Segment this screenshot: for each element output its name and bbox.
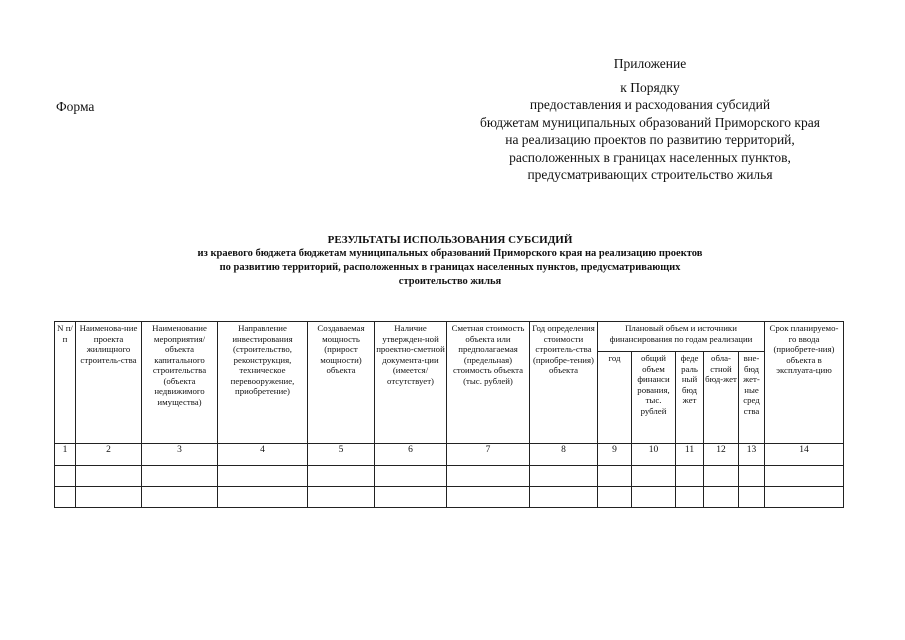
column-number: 3 xyxy=(142,444,218,466)
column-number: 9 xyxy=(598,444,632,466)
table-row xyxy=(55,487,844,508)
appendix-line: бюджетам муниципальных образований Приморского края xyxy=(480,114,820,130)
header-measure-name: Наименование мероприятия/ объекта капитального строительства (объекта недвижимого имущества) xyxy=(142,322,218,444)
column-number: 8 xyxy=(530,444,598,466)
header-total-financing: общий объем финанси рования, тыс. рублей xyxy=(632,352,676,444)
header-investment-direction: Направление инвестирования (строительство, реконструкция, техническое перевооружение, приобретение) xyxy=(218,322,308,444)
appendix-line: предусматривающих строительство жилья xyxy=(527,167,773,182)
header-commissioning-date: Срок планируемо-го ввода (приобрете-ния) объекта в эксплуата-цию xyxy=(765,322,844,444)
table-row xyxy=(55,466,844,487)
column-number: 14 xyxy=(765,444,844,466)
header-estimated-cost: Сметная стоимость объекта или предполагаемая (предельная) стоимость объекта (тыс. рублей) xyxy=(447,322,530,444)
appendix-title: Приложение xyxy=(613,56,687,71)
appendix-line: расположенных в границах населенных пунктов, xyxy=(509,149,791,165)
header-documentation: Наличие утвержден-ной проектно-сметной документа-ции (имеется/ отсутствует) xyxy=(375,322,447,444)
column-number: 2 xyxy=(76,444,142,466)
column-number: 12 xyxy=(704,444,739,466)
header-capacity: Создаваемая мощность (прирост мощности) объекта xyxy=(308,322,375,444)
heading-title: РЕЗУЛЬТАТЫ ИСПОЛЬЗОВАНИЯ СУБСИДИЙ xyxy=(327,234,573,246)
column-number: 10 xyxy=(632,444,676,466)
header-extrabudgetary: вне-бюд жет-ные сред ства xyxy=(739,352,765,444)
heading-line: по развитию территорий, расположенных в границах населенных пунктов, предусматривающих xyxy=(219,262,681,273)
header-year: год xyxy=(598,352,632,444)
column-number: 13 xyxy=(739,444,765,466)
header-regional-budget: обла-стной бюд-жет xyxy=(704,352,739,444)
column-number: 4 xyxy=(218,444,308,466)
heading-line: из краевого бюджета бюджетам муниципальных образований Приморского края на реализацию проектов xyxy=(197,248,703,259)
column-number: 6 xyxy=(375,444,447,466)
column-number: 7 xyxy=(447,444,530,466)
header-number: N п/п xyxy=(55,322,76,444)
column-number: 1 xyxy=(55,444,76,466)
column-number: 11 xyxy=(676,444,704,466)
form-label: Форма xyxy=(56,99,95,114)
appendix-line: на реализацию проектов по развитию территорий, xyxy=(505,132,795,147)
appendix-line: предоставления и расходования субсидий xyxy=(529,97,771,112)
document-heading xyxy=(100,233,800,289)
results-table xyxy=(54,321,844,508)
header-federal-budget: феде раль ный бюд жет xyxy=(676,352,704,444)
heading-line: строительство жилья xyxy=(398,276,502,287)
appendix-block xyxy=(440,55,860,184)
header-financing-group: Плановый объем и источники финансирования по годам реализации xyxy=(598,322,765,352)
column-number: 5 xyxy=(308,444,375,466)
header-cost-year: Год определения стоимости строитель-ства (приобре-тения) объекта xyxy=(530,322,598,444)
appendix-line: к Порядку xyxy=(620,79,680,95)
header-project-name: Наименова-ние проекта жилищного строитель-ства xyxy=(76,322,142,444)
